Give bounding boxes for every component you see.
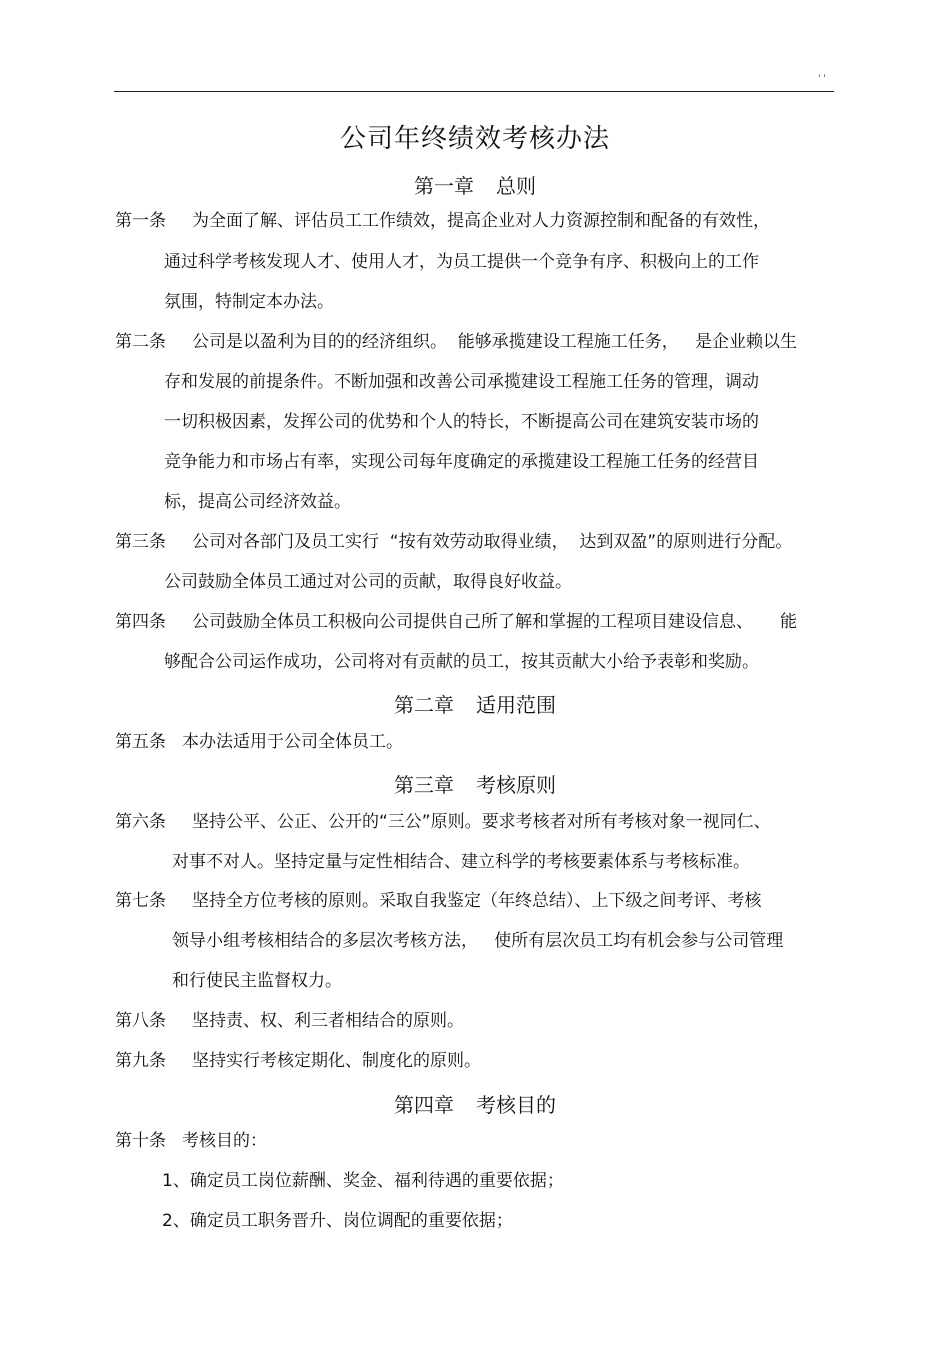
article-text-line: 一切积极因素，发挥公司的优势和个人的特长，不断提高公司在建筑安装市场的 — [164, 412, 759, 432]
article-number: 第四条 — [115, 612, 166, 632]
article — [115, 1130, 166, 1152]
article-text-line: 领导小组考核相结合的多层次考核方法， 使所有层次员工均有机会参与公司管理 — [172, 931, 784, 951]
article-text-line: 公司鼓励全体员工积极向公司提供自己所了解和掌握的工程项目建设信息、 能 — [192, 612, 798, 632]
article-number: 第七条 — [115, 891, 166, 911]
chapter-number: 第四章 — [394, 1093, 454, 1117]
article-text-line: 为全面了解、评估员工工作绩效，提高企业对人力资源控制和配备的有效性， — [192, 211, 770, 231]
chapter-number: 第一章 — [414, 174, 474, 198]
article-text-line: 氛围，特制定本办法。 — [164, 292, 334, 312]
article-text-line: 坚持责、权、利三者相结合的原则。 — [192, 1011, 464, 1031]
chapter-heading — [0, 1089, 950, 1118]
article-text-line: 公司鼓励全体员工通过对公司的贡献，取得良好收益。 — [164, 572, 572, 592]
article-text-line: 本办法适用于公司全体员工。 — [182, 732, 403, 752]
article-number: 第十条 — [115, 1131, 166, 1151]
chapter-name: 适用范围 — [476, 693, 556, 717]
document-title: 公司年终绩效考核办法 — [339, 124, 610, 154]
article-text-line: 通过科学考核发现人才、使用人才，为员工提供一个竞争有序、积极向上的工作 — [164, 252, 759, 272]
chapter-number: 第三章 — [394, 773, 454, 797]
article-text-line: 考核目的： — [182, 1131, 267, 1151]
chapter-name: 考核原则 — [476, 773, 556, 797]
article — [115, 531, 166, 553]
article-text-line: 公司是以盈利为目的的经济组织。 能够承揽建设工程施工任务， 是企业赖以生 — [192, 332, 798, 352]
article-text-line: 和行使民主监督权力。 — [172, 971, 342, 991]
header-rule — [114, 91, 834, 92]
chapter-name: 总则 — [496, 174, 536, 198]
list-item: 2、确定员工职务晋升、岗位调配的重要依据； — [162, 1211, 513, 1231]
article-text-line: 够配合公司运作成功，公司将对有贡献的员工，按其贡献大小给予表彰和奖励。 — [164, 652, 759, 672]
chapter-heading — [0, 170, 950, 199]
chapter-name: 考核目的 — [476, 1093, 556, 1117]
article-number: 第一条 — [115, 211, 166, 231]
article-number: 第三条 — [115, 532, 166, 552]
article — [115, 890, 166, 912]
article — [115, 210, 166, 232]
article-text-line: 对事不对人。坚持定量与定性相结合、建立科学的考核要素体系与考核标准。 — [172, 852, 750, 872]
article — [115, 811, 166, 833]
article-text-line: 公司对各部门及员工实行 “按有效劳动取得业绩， 达到双盈”的原则进行分配。 — [192, 532, 793, 552]
article-number: 第六条 — [115, 812, 166, 832]
article — [115, 611, 166, 633]
article — [115, 731, 166, 753]
article — [115, 1050, 166, 1072]
article-text-line: 坚持公平、公正、公开的“三公”原则。要求考核者对所有考核对象一视同仁、 — [192, 812, 771, 832]
article-text-line: 标，提高公司经济效益。 — [164, 492, 351, 512]
article — [115, 331, 166, 353]
article — [115, 1010, 166, 1032]
article-text-line: 竞争能力和市场占有率，实现公司每年度确定的承揽建设工程施工任务的经营目 — [164, 452, 759, 472]
article-number: 第二条 — [115, 332, 166, 352]
chapter-heading — [0, 769, 950, 798]
header-mark: ' ' — [818, 74, 826, 84]
article-number: 第九条 — [115, 1051, 166, 1071]
article-text-line: 坚持全方位考核的原则。采取自我鉴定（年终总结）、上下级之间考评、考核 — [192, 891, 762, 911]
article-text-line: 坚持实行考核定期化、制度化的原则。 — [192, 1051, 481, 1071]
article-text-line: 存和发展的前提条件。不断加强和改善公司承揽建设工程施工任务的管理，调动 — [164, 372, 759, 392]
chapter-heading — [0, 689, 950, 718]
list-item: 1、确定员工岗位薪酬、奖金、福利待遇的重要依据； — [162, 1171, 564, 1191]
chapter-number: 第二章 — [394, 693, 454, 717]
article-number: 第八条 — [115, 1011, 166, 1031]
article-number: 第五条 — [115, 732, 166, 752]
